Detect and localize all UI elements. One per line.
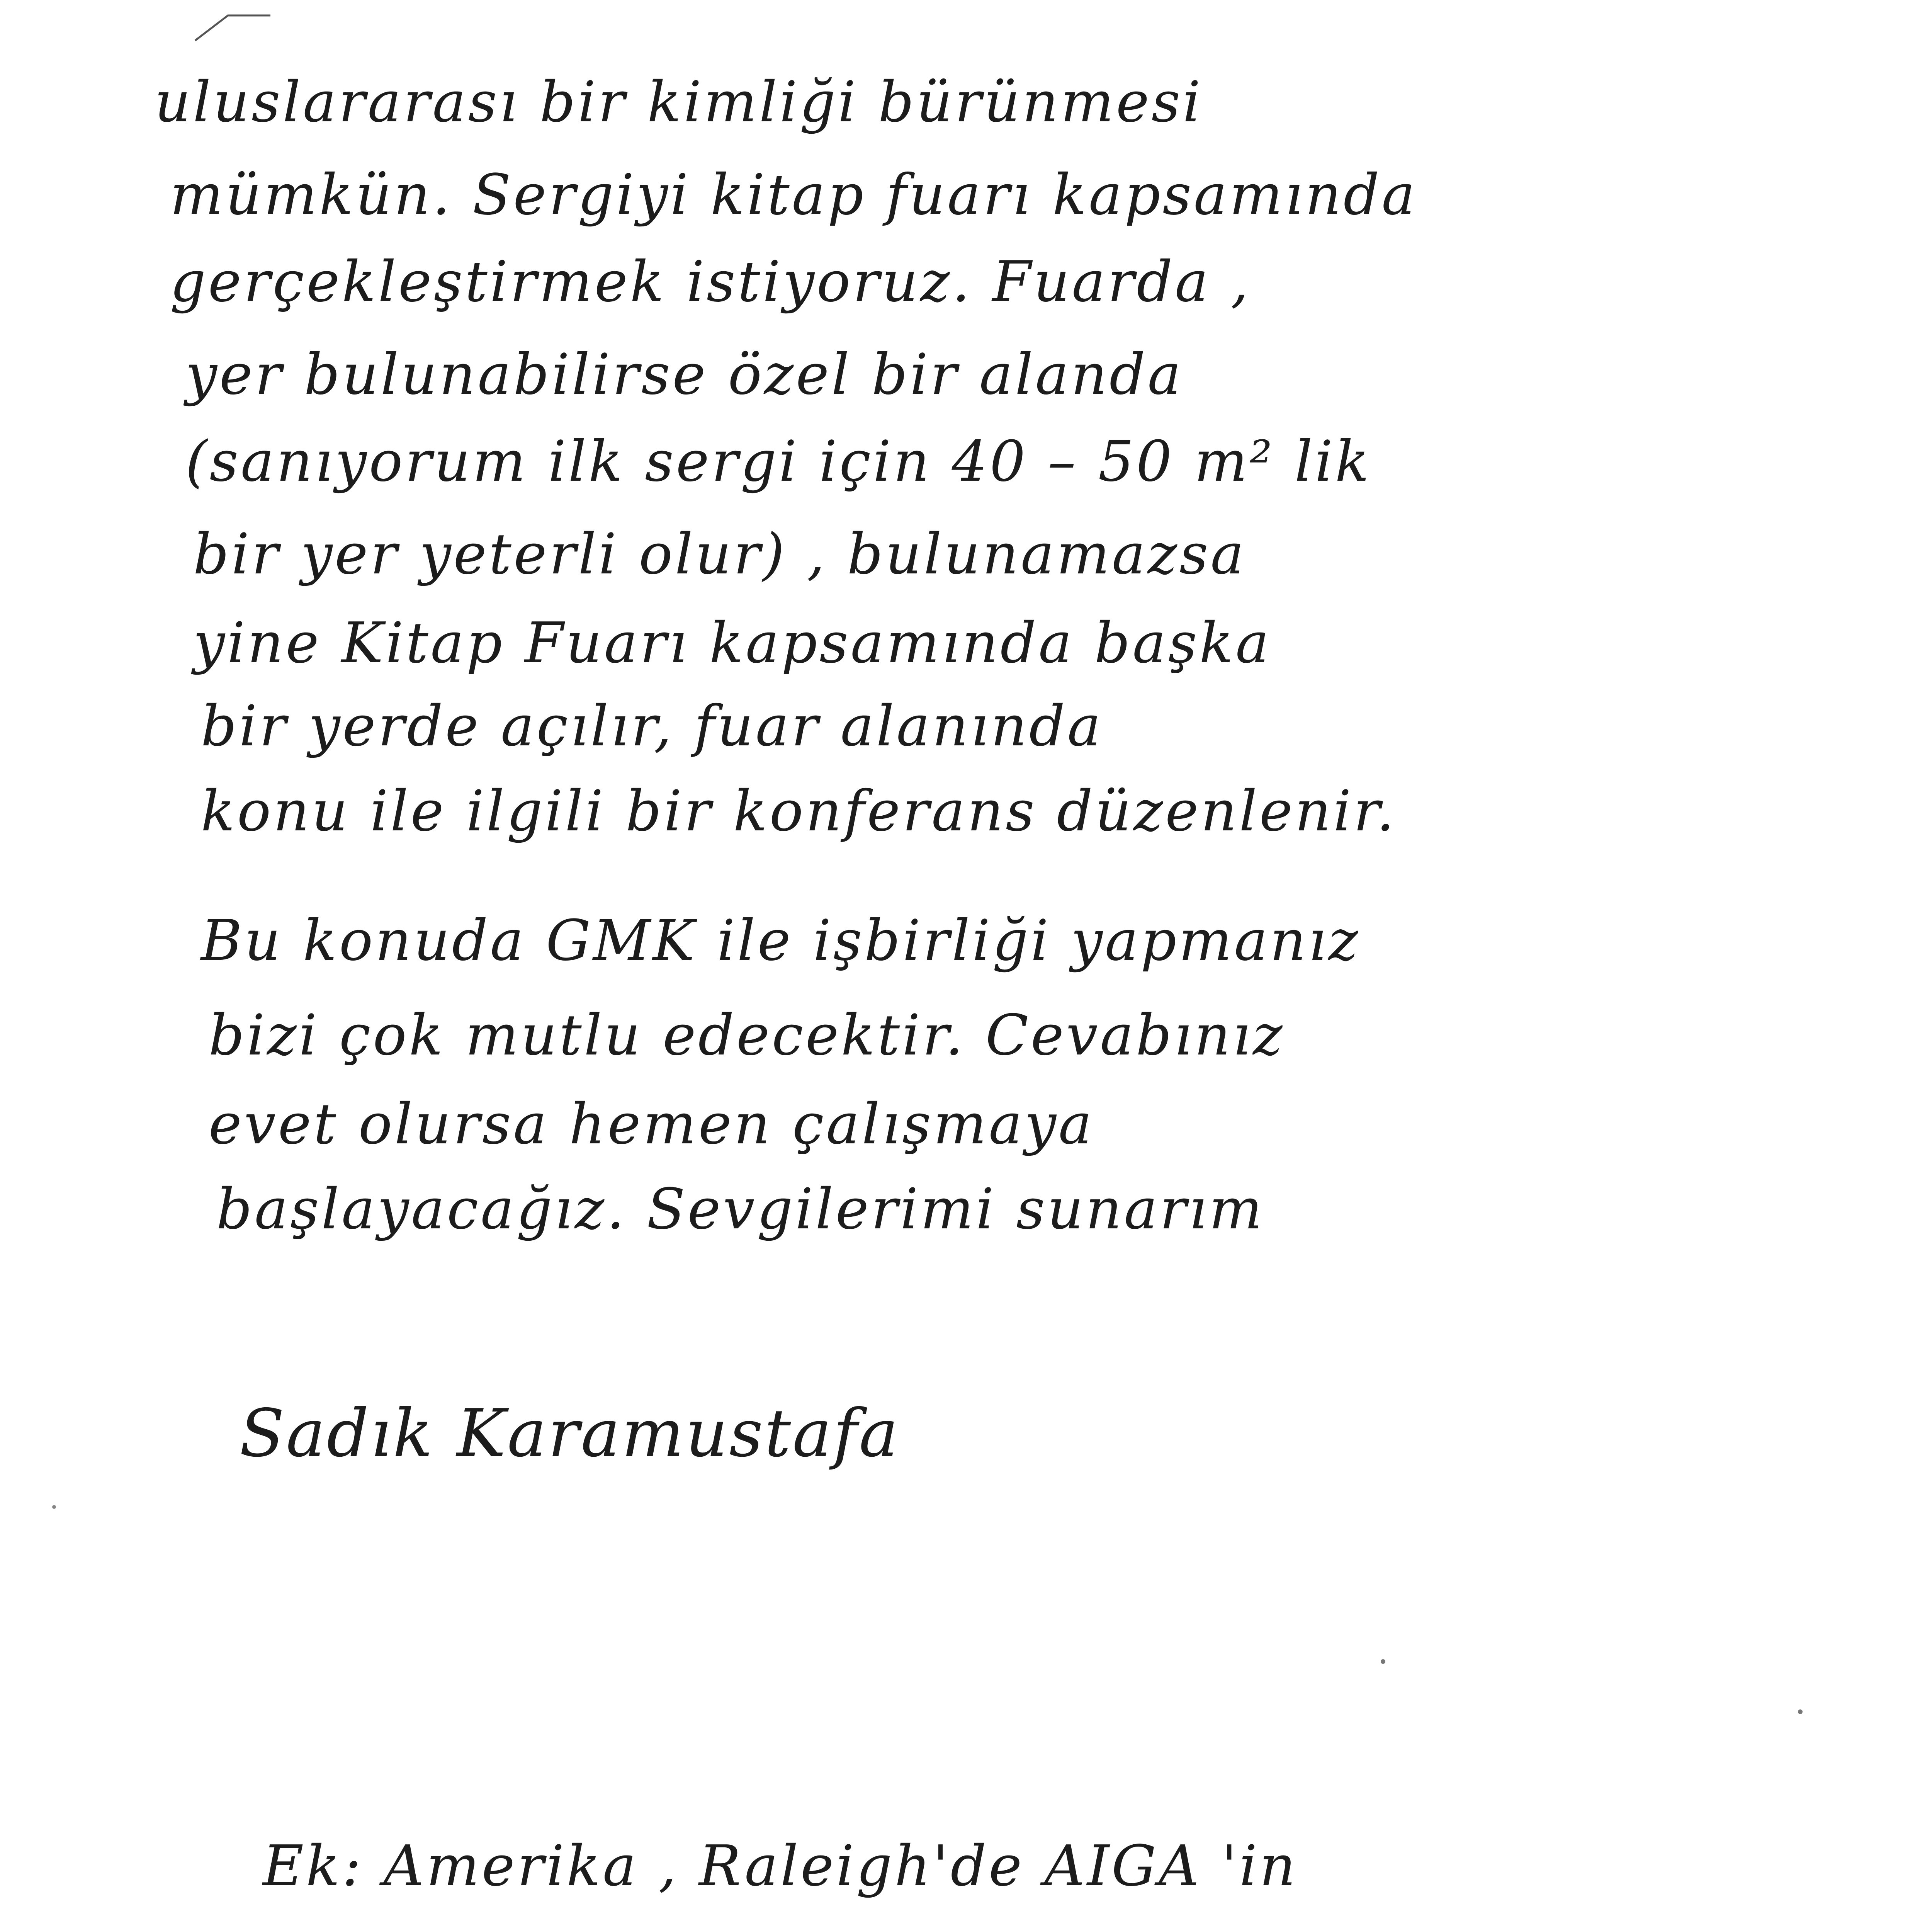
signature: Sadık Karamustafa (240, 1395, 900, 1472)
letter-line: (sanıyorum ilk sergi için 40 – 50 m² lik (185, 429, 1371, 494)
letter-line: bir yerde açılır, fuar alanında (201, 694, 1103, 759)
pencil-dot (1798, 1709, 1803, 1714)
letter-line: yer bulunabilirse özel bir alanda (185, 342, 1183, 407)
letter-line: bir yer yeterli olur) , bulunamazsa (193, 522, 1246, 587)
letter-line: konu ile ilgili bir konferans düzenlenir. (201, 779, 1397, 844)
letter-line: başlayacağız. Sevgilerimi sunarım (216, 1177, 1265, 1242)
letter-line: yine Kitap Fuarı kapsamında başka (193, 611, 1271, 676)
letter-line: gerçekleştirmek istiyoruz. Fuarda , (170, 249, 1251, 315)
letter-line: mümkün. Sergiyi kitap fuarı kapsamında (170, 162, 1417, 228)
letter-line: bizi çok mutlu edecektir. Cevabınız (209, 1003, 1285, 1068)
letter-line: evet olursa hemen çalışmaya (209, 1092, 1094, 1157)
letter-line: uluslararası bir kimliği bürünmesi (155, 70, 1203, 135)
letter-line: Bu konuda GMK ile işbirliği yapmanız (201, 908, 1361, 973)
corner-pencil-stroke (195, 15, 270, 41)
pencil-dot (52, 1505, 56, 1509)
postscript-line: Ek: Amerika , Raleigh'de AIGA 'in (263, 1833, 1298, 1899)
pencil-dot (1381, 1659, 1385, 1664)
